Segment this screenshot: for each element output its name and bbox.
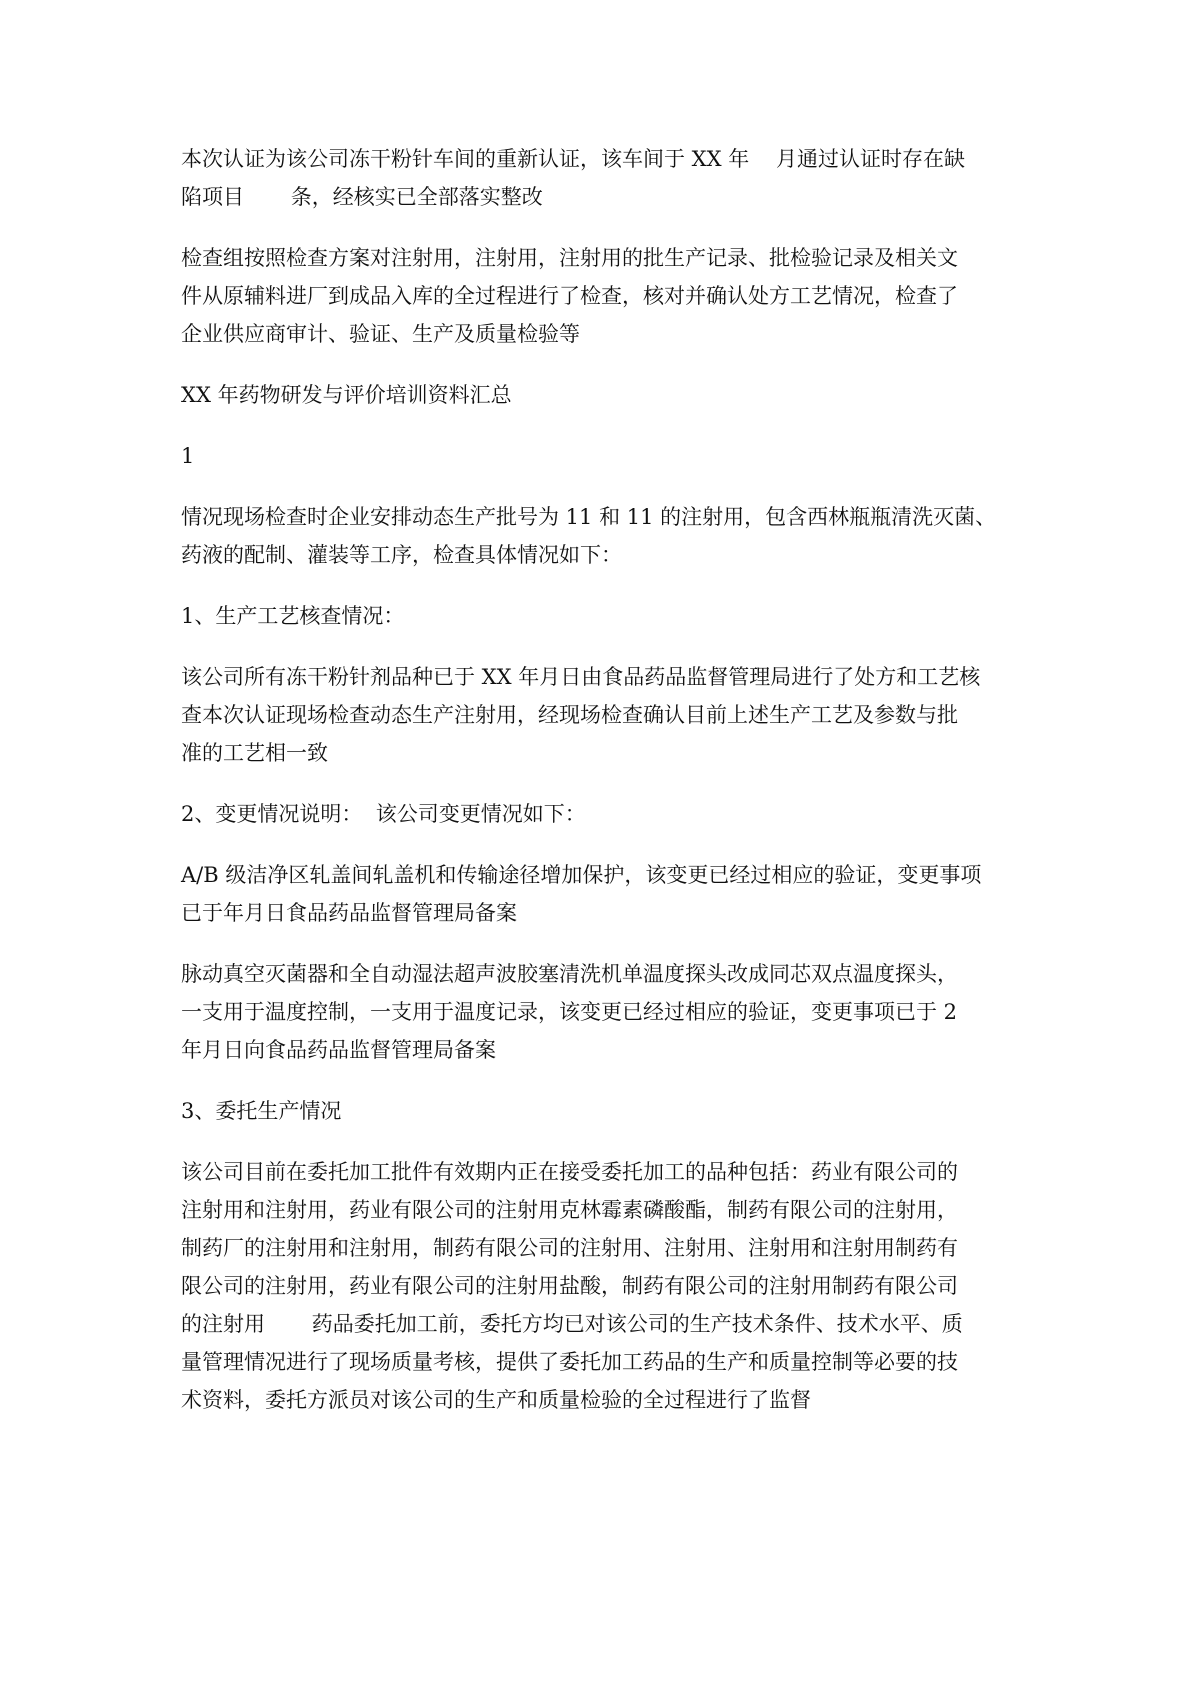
text-line: 查本次认证现场检查动态生产注射用，经现场检查确认目前上述生产工艺及参数与批 (181, 703, 958, 727)
paragraph (181, 955, 1021, 1069)
text-line: 该公司目前在委托加工批件有效期内正在接受委托加工的品种包括：药业有限公司的 (181, 1160, 958, 1184)
text-line: 术资料，委托方派员对该公司的生产和质量检验的全过程进行了监督 (181, 1388, 811, 1412)
text-line: 企业供应商审计、验证、生产及质量检验等 (181, 322, 580, 346)
text-line: 2、变更情况说明： 该公司变更情况如下： (181, 802, 586, 826)
paragraph (181, 1153, 1021, 1419)
paragraph (181, 239, 1021, 353)
text-line: A/B 级洁净区轧盖间轧盖机和传输途径增加保护，该变更已经过相应的验证，变更事项 (181, 863, 982, 887)
paragraph (181, 498, 1021, 574)
text-line: 量管理情况进行了现场质量考核，提供了委托加工药品的生产和质量控制等必要的技 (181, 1350, 958, 1374)
text-line: 本次认证为该公司冻干粉针车间的重新认证，该车间于 XX 年 月通过认证时存在缺 (181, 147, 965, 171)
text-line: 检查组按照检查方案对注射用，注射用，注射用的批生产记录、批检验记录及相关文 (181, 246, 958, 270)
paragraph (181, 437, 1021, 475)
text-line: 年月日向食品药品监督管理局备案 (181, 1038, 496, 1062)
text-line: 脉动真空灭菌器和全自动湿法超声波胶塞清洗机单温度探头改成同芯双点温度探头， (181, 962, 958, 986)
text-line: 的注射用 药品委托加工前，委托方均已对该公司的生产技术条件、技术水平、质 (181, 1312, 963, 1336)
text-line: 限公司的注射用，药业有限公司的注射用盐酸，制药有限公司的注射用制药有限公司 (181, 1274, 958, 1298)
text-line: 药液的配制、灌装等工序，检查具体情况如下： (181, 543, 622, 567)
text-line: XX 年药物研发与评价培训资料汇总 (181, 383, 512, 407)
paragraph (181, 1092, 1021, 1130)
text-line: 1、生产工艺核查情况： (181, 604, 405, 628)
text-line: 陷项目 条，经核实已全部落实整改 (181, 185, 543, 209)
paragraph (181, 795, 1021, 833)
paragraph (181, 597, 1021, 635)
text-line: 已于年月日食品药品监督管理局备案 (181, 901, 517, 925)
text-line: 一支用于温度控制，一支用于温度记录，该变更已经过相应的验证，变更事项已于 2 (181, 1000, 958, 1024)
text-line: 1 (181, 444, 195, 468)
text-line: 准的工艺相一致 (181, 741, 328, 765)
text-line: 3、委托生产情况 (181, 1099, 342, 1123)
paragraph (181, 376, 1021, 414)
document-body (181, 140, 1021, 1419)
text-line: 该公司所有冻干粉针剂品种已于 XX 年月日由食品药品监督管理局进行了处方和工艺核 (181, 665, 981, 689)
text-line: 制药厂的注射用和注射用，制药有限公司的注射用、注射用、注射用和注射用制药有 (181, 1236, 958, 1260)
text-line: 情况现场检查时企业安排动态生产批号为 11 和 11 的注射用，包含西林瓶瓶清洗灭菌、 (181, 505, 997, 529)
text-line: 件从原辅料进厂到成品入库的全过程进行了检查，核对并确认处方工艺情况，检查了 (181, 284, 958, 308)
paragraph (181, 140, 1021, 216)
text-line: 注射用和注射用，药业有限公司的注射用克林霉素磷酸酯，制药有限公司的注射用， (181, 1198, 958, 1222)
paragraph (181, 856, 1021, 932)
paragraph (181, 658, 1021, 772)
